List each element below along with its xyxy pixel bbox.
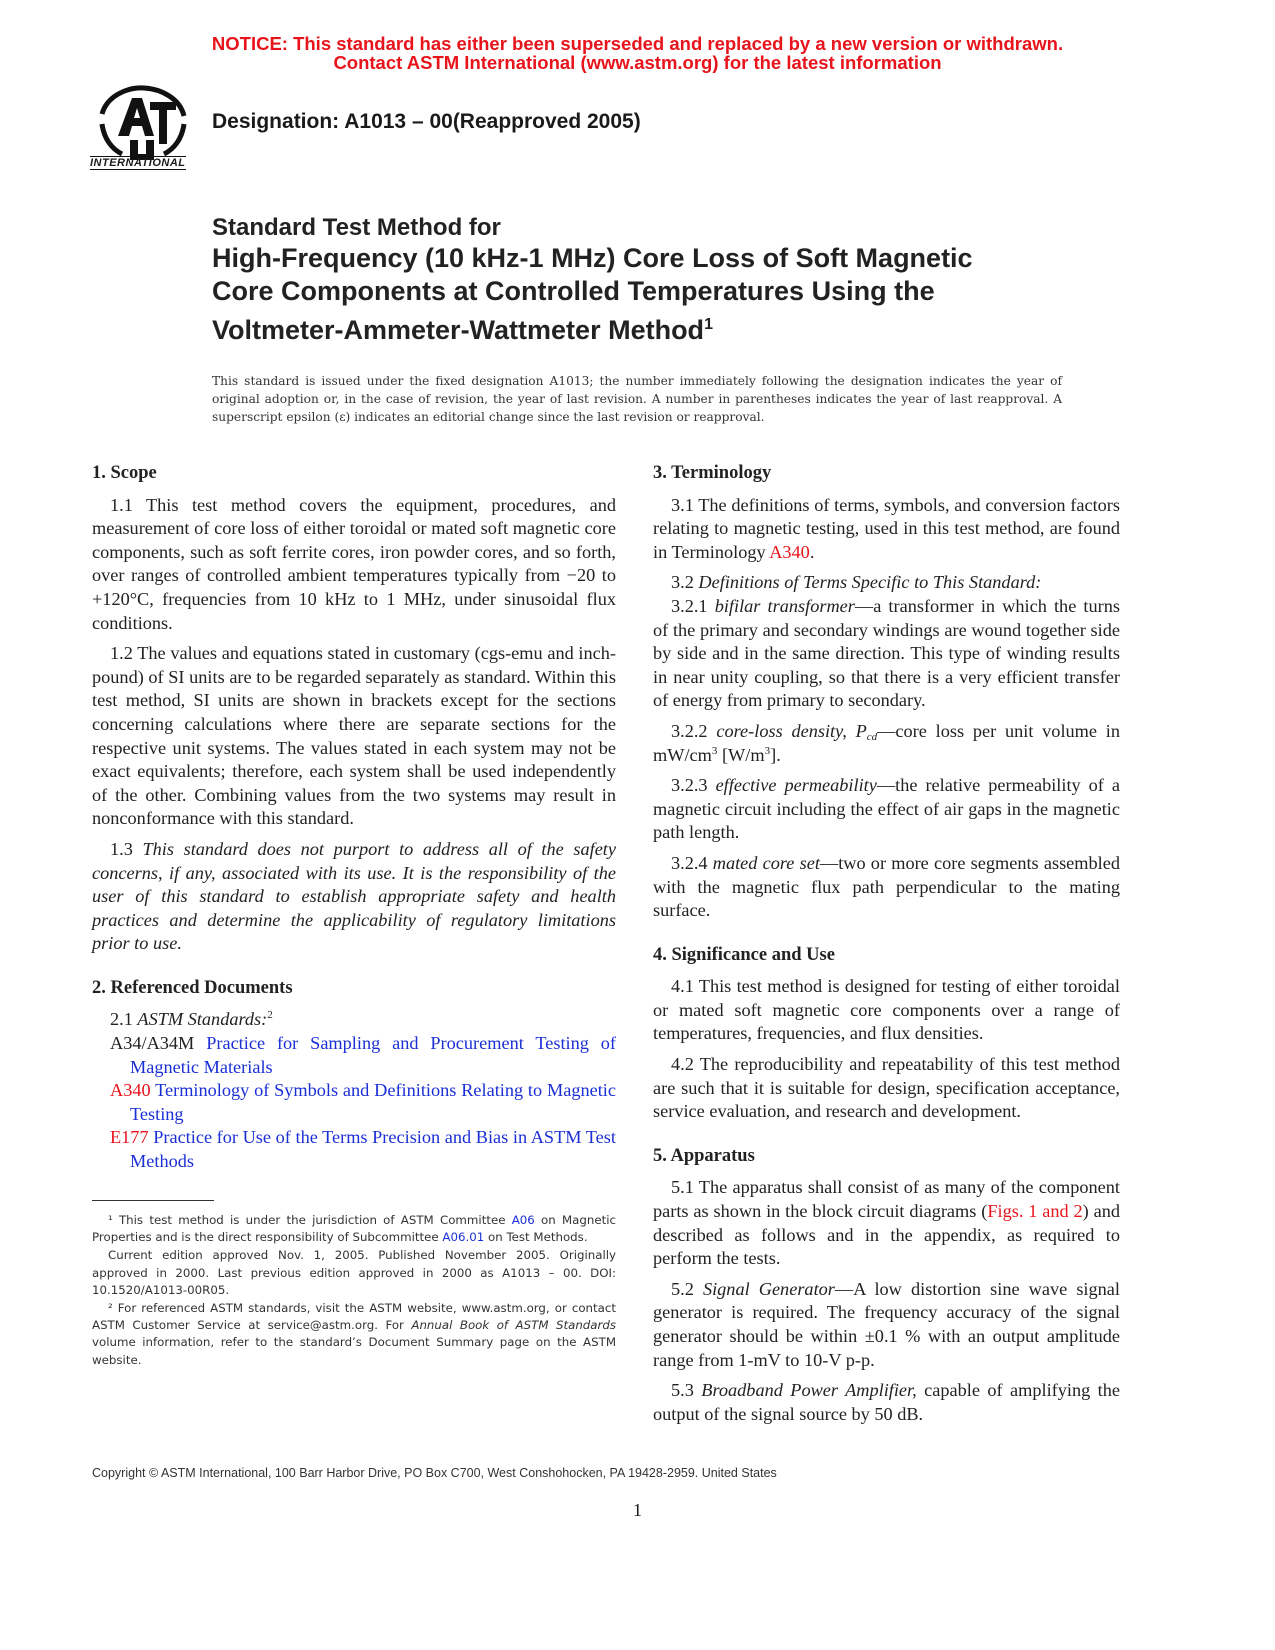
left-column <box>92 462 616 1174</box>
section-4-heading: 4. Significance and Use <box>653 944 835 965</box>
para-3-2-3: 3.2.3 effective permeability—the relative permeability of a magnetic circuit including the effect of air gaps in the magnetic path length. <box>653 775 1121 843</box>
footnote-2: ² For referenced ASTM standards, visit the ASTM website, www.astm.org, or contact ASTM Customer Service at service@astm.org. For Annual Book of ASTM Standards volume information, refer to the standard’s Document Summary page on the ASTM website. <box>92 1301 616 1367</box>
notice-line-1: NOTICE: This standard has either been superseded and replaced by a new version or withdrawn. <box>211 33 1064 54</box>
footnote-1-edition: Current edition approved Nov. 1, 2005. Published November 2005. Originally approved in 2000. Last previous edition approved in 2000 as A1013 – 00. DOI: 10.1520/A1013-00R05. <box>92 1248 616 1297</box>
notice-line-2: Contact ASTM International (www.astm.org) for the latest information <box>333 52 942 73</box>
section-2-heading: 2. Referenced Documents <box>92 977 293 998</box>
para-1-3: 1.3 This standard does not purport to address all of the safety concerns, if any, associated with its use. It is the responsibility of the user of this standard to establish appropriate safety and health practices and determine the applicability of regulatory limitations prior to use. <box>92 838 617 954</box>
astm-logo <box>92 84 202 182</box>
para-1-1: 1.1 This test method covers the equipment, procedures, and measurement of core loss of either toroidal or mated soft magnetic core components, such as soft ferrite cores, iron powder cores, and so forth, over ranges of controlled ambient temperatures typically from −20 to +120°C, frequencies from 10 kHz to 1 MHz, under sinusoidal flux conditions. <box>92 494 616 633</box>
para-1-2: 1.2 The values and equations stated in customary (cgs-emu and inch-pound) of SI units are to be regarded separately as standard. Within this test method, SI units are shown in brackets except for the sections concerning calculations where there are separate sections for the respective unit systems. The values stated in each system may not be exact equivalents; therefore, each system shall be used independently of the other. Combining values from the two systems may result in nonconformance with this standard. <box>92 643 616 829</box>
section-1-heading: 1. Scope <box>92 463 157 483</box>
section-3-heading: 3. Terminology <box>653 463 772 483</box>
right-column <box>653 462 1120 1433</box>
footnote-divider <box>92 1200 214 1201</box>
footnotes <box>92 1212 616 1370</box>
copyright-line: Copyright © ASTM International, 100 Barr Harbor Drive, PO Box C700, West Conshohocken, PA 19428-2959. United States <box>92 1466 777 1480</box>
figures-link[interactable]: Figs. 1 and 2 <box>987 1201 1083 1222</box>
designation: Designation: A1013 – 00(Reapproved 2005) <box>212 110 641 133</box>
para-2-1: 2.1 ASTM Standards:$^2$ <box>110 1009 273 1030</box>
reference-link[interactable]: Practice for Use of the Terms Precision and Bias in ASTM Test Methods <box>130 1127 616 1172</box>
title-footnote-mark: 1 <box>704 316 713 333</box>
para-4-2: 4.2 The reproducibility and repeatability of this test method are such that it is suitable for design, specification acceptance, service evaluation, and research and development. <box>653 1054 1120 1122</box>
reference-e177[interactable]: E177 Practice for Use of the Terms Precision and Bias in ASTM Test Methods <box>110 1127 616 1172</box>
page-number: 1 <box>633 1500 642 1520</box>
title-line-4: Voltmeter-Ammeter-Wattmeter Method$^1$ <box>212 315 713 345</box>
para-3-2: 3.2 Definitions of Terms Specific to This Standard: <box>671 572 1042 593</box>
logo-text: INTERNATIONAL <box>90 157 186 169</box>
terminology-link[interactable]: A340 <box>769 541 810 562</box>
title-line-1: Standard Test Method for <box>212 214 501 241</box>
footnote-1: ¹ This test method is under the jurisdiction of ASTM Committee A06 on Magnetic Properties and is the direct responsibility of Subcommittee A06.01 on Test Methods. <box>92 1213 616 1245</box>
para-5-1: 5.1 The apparatus shall consist of as many of the component parts as shown in the block circuit diagrams (Figs. 1 and 2) and described as follows and in the appendix, as required to perform the tests. <box>653 1177 1120 1269</box>
para-4-1: 4.1 This test method is designed for testing of either toroidal or mated soft magnetic core components over a range of temperatures, frequencies, and flux densities. <box>653 976 1120 1044</box>
title-line-2: High-Frequency (10 kHz-1 MHz) Core Loss of Soft Magnetic <box>212 243 973 273</box>
reference-link[interactable]: Practice for Sampling and Procurement Testing of Magnetic Materials <box>130 1033 616 1077</box>
para-3-1: 3.1 The definitions of terms, symbols, and conversion factors relating to magnetic testing, used in this test method, are found in Terminology A340. <box>653 494 1120 562</box>
reference-link[interactable]: Terminology of Symbols and Definitions Relating to Magnetic Testing <box>130 1080 616 1124</box>
para-3-2-4: 3.2.4 mated core set—two or more core segments assembled with the magnetic flux path perpendicular to the mating surface. <box>653 852 1120 921</box>
para-3-2-2: 3.2.2 core-loss density, $P_{cd}—core$ loss per unit volume in $mW/cm^3$ $[W/m^3]$. <box>653 720 1120 765</box>
issued-statement: This standard is issued under the fixed designation A1013; the number immediately following the designation indicates the year of original adoption or, in the case of revision, the year of last revision. A number in parentheses indicates the year of last reapproval. A superscript epsilon (ε) indicates an editorial change since the last revision or reapproval. <box>212 374 1062 424</box>
para-3-2-1: 3.2.1 bifilar transformer—a transformer in which the turns of the primary and secondary windings are wound together side by side and in the same direction. This type of winding results in near unity coupling, so that there is a very efficient transfer of energy from primary to secondary. <box>653 595 1120 711</box>
reference-a340[interactable]: A340 Terminology of Symbols and Definitions Relating to Magnetic Testing <box>110 1080 616 1124</box>
para-5-2: 5.2 Signal Generator—A low distortion sine wave signal generator is required. The frequency accuracy of the signal generator should be within ±0.1 % with an output amplitude range from 1-mV to 10-V p-p. <box>653 1278 1120 1370</box>
reference-a34[interactable]: A34/A34M Practice for Sampling and Procurement Testing of Magnetic Materials <box>110 1033 616 1077</box>
title-line-3: Core Components at Controlled Temperatures Using the <box>212 276 935 306</box>
committee-link[interactable]: A06 <box>511 1213 535 1227</box>
section-5-heading: 5. Apparatus <box>653 1145 755 1166</box>
para-5-3: 5.3 Broadband Power Amplifier, capable of amplifying the output of the signal source by 50 dB. <box>653 1380 1121 1424</box>
document-title <box>212 214 973 347</box>
subcommittee-link[interactable]: A06.01 <box>442 1230 485 1245</box>
